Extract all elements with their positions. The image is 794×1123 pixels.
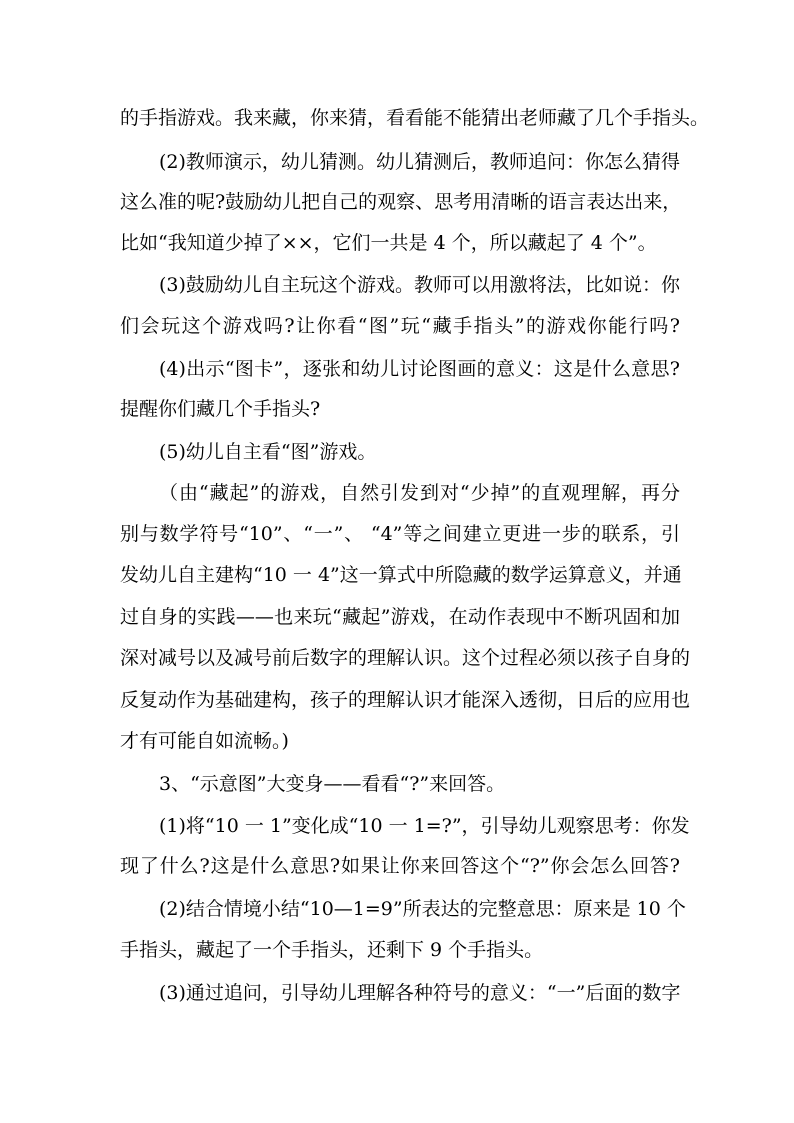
text-line: (3)通过追问，引导幼儿理解各种符号的意义：“一”后面的数字 bbox=[159, 982, 681, 1004]
text-line: 别与数学符号“10”、“一”、 “4”等之间建立更进一步的联系，引 bbox=[120, 523, 680, 545]
text-line: 的手指游戏。我来藏，你来猜，看看能不能猜出老师藏了几个手指头。 bbox=[120, 107, 710, 129]
text-line: (3)鼓励幼儿自主玩这个游戏。教师可以用激将法，比如说：你 bbox=[159, 274, 680, 296]
text-line: 这么准的呢?鼓励幼儿把自己的观察、思考用清晰的语言表达出来， bbox=[120, 191, 682, 213]
text-line: 深对减号以及减号前后数字的理解认识。这个过程必须以孩子自身的 bbox=[120, 647, 691, 669]
text-line: 现了什么?这是什么意思?如果让你来回答这个“?”你会怎么回答? bbox=[120, 855, 680, 877]
text-line: (2)结合情境小结“10—1=9”所表达的完整意思：原来是 10 个 bbox=[159, 898, 686, 920]
text-line: 发幼儿自主建构“10 一 4”这一算式中所隐藏的数学运算意义，并通 bbox=[120, 564, 682, 586]
text-line: （由“藏起”的游戏，自然引发到对“少掉”的直观理解，再分 bbox=[159, 482, 680, 504]
text-line: (2)教师演示，幼儿猜测。幼儿猜测后，教师追问：你怎么猜得 bbox=[159, 151, 680, 173]
text-line: 3、“示意图”大变身——看看“?”来回答。 bbox=[159, 773, 506, 795]
text-line: 手指头，藏起了一个手指头，还剩下 9 个手指头。 bbox=[120, 939, 544, 961]
text-line: 才有可能自如流畅。) bbox=[120, 730, 289, 752]
text-line: (1)将“10 一 1”变化成“10 一 1=?”，引导幼儿观察思考：你发 bbox=[159, 815, 690, 837]
text-line: 反复动作为基础建构，孩子的理解认识才能深入透彻，日后的应用也 bbox=[120, 689, 691, 711]
text-line: 过自身的实践——也来玩“藏起”游戏，在动作表现中不断巩固和加 bbox=[120, 606, 680, 628]
text-line: 提醒你们藏几个手指头? bbox=[120, 398, 321, 420]
text-line: (5)幼儿自主看“图”游戏。 bbox=[159, 441, 377, 463]
text-line: 们会玩这个游戏吗?让你看“图”玩“藏手指头”的游戏你能行吗? bbox=[120, 315, 680, 337]
text-line: (4)出示“图卡”，逐张和幼儿讨论图画的意义：这是什么意思? bbox=[159, 358, 680, 380]
text-line: 比如“我知道少掉了××，它们一共是 4 个，所以藏起了 4 个”。 bbox=[120, 232, 657, 254]
